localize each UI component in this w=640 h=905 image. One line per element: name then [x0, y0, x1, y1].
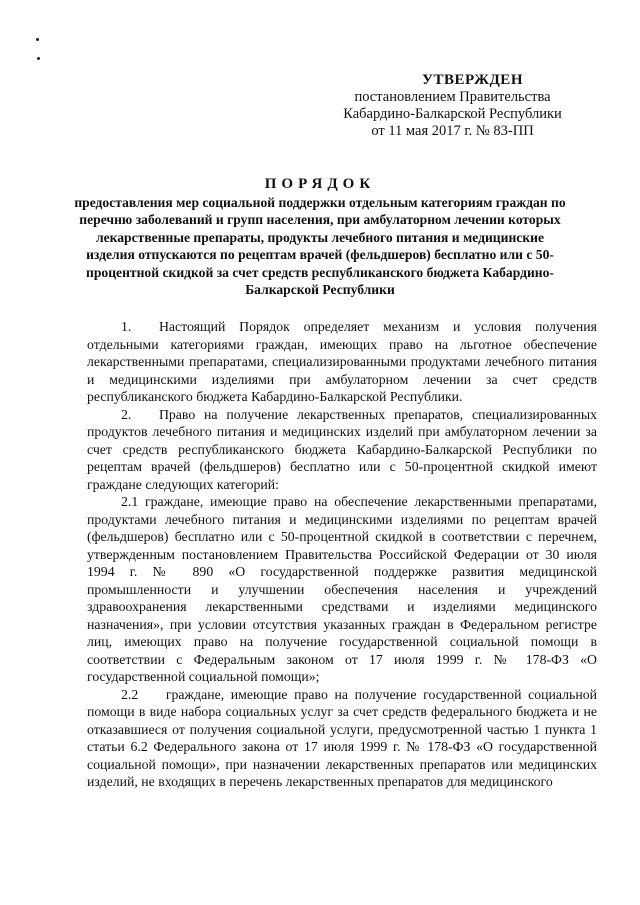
approval-heading: УТВЕРЖДЕН [422, 72, 523, 88]
document-body [87, 318, 597, 791]
document-title: ПОРЯДОК [264, 176, 376, 192]
paragraph-2: 2. Право на получение лекарственных препаратов, специализированных продуктов лечебного питания и медицинских изделий при амбулаторном лечении за счет средств республиканского бюджета Кабардино-Балкарской Республики по рецептам врачей (фельдшеров) бесплатно или с 50-процентной скидкой имеют граждане следующих категорий: [87, 406, 597, 492]
document-subtitle: предоставления мер социальной поддержки отдельным категориям граждан по перечню заболеваний и групп населения, при амбулаторном лечении которых лекарственные препараты, продукты лечебного питания и медицинские изделия отпускаются по рецептам врачей (фельдшеров) бесплатно или с 50-процентной скидкой за счет средств республиканского бюджета Кабардино-Балкарской Республики [74, 195, 566, 298]
scan-speck [36, 38, 39, 41]
approval-line: постановлением Правительства [354, 89, 551, 105]
approval-stamp-block [330, 72, 575, 140]
paragraph-2-1: 2.1 граждане, имеющие право на обеспечение лекарственными препаратами, продуктами лечебного питания и медицинскими изделиями по рецептам врачей (фельдшеров) бесплатно или с 50-процентной скидкой в соответствии с перечнем, утвержденным постановлением Правительства Российской Федерации от 30 июля 1994 г. № 890 «О государственной поддержке развития медицинской промышленности и улучшении обеспечения населения и учреждений здравоохранения лекарственными средствами и изделиями медицинского назначения», при условии отсутствия указанных граждан в Федеральном регистре лиц, имеющих право на получение государственной социальной помощи в соответствии с Федеральным законом от 17 июля 1999 г. № 178-ФЗ «О государственной социальной помощи»; [87, 494, 597, 684]
approval-date-line: от 11 мая 2017 г. № 83-ПП [371, 123, 534, 139]
approval-line: Кабардино-Балкарской Республики [343, 106, 562, 122]
paragraph-2-2: 2.2 граждане, имеющие право на получение государственной социальной помощи в виде набора социальных услуг за счет средств федерального бюджета и не отказавшиеся от получения социальной услуги, предусмотренной частью 1 пункта 1 статьи 6.2 Федерального закона от 17 июля 1999 г. № 178-ФЗ «О государственной социальной помощи», при назначении лекарственных препаратов или медицинских изделий, не входящих в перечень лекарственных препаратов для медицинского [87, 686, 597, 789]
scan-speck [37, 57, 40, 60]
paragraph-1: 1. Настоящий Порядок определяет механизм и условия получения отдельными категориями граждан, имеющих право на льготное обеспечение лекарственными препаратами, специализированными продуктами лечебного питания и медицинскими изделиями при амбулаторном лечении за счет средств республиканского бюджета Кабардино-Балкарской Республики. [87, 319, 597, 404]
